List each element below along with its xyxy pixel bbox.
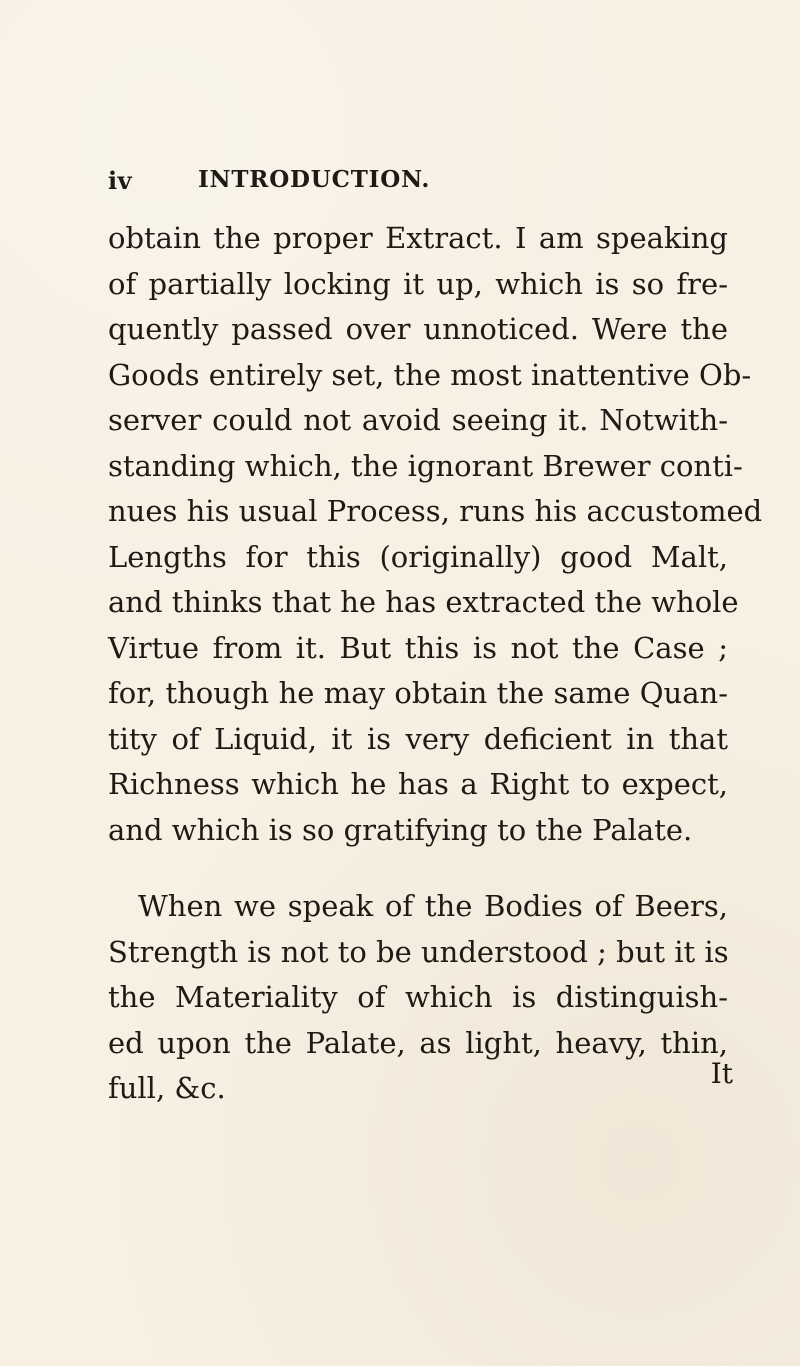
text-line: quently passed over unnoticed. Were the <box>108 312 728 346</box>
paragraph-spacing <box>108 853 728 884</box>
text-line: ed upon the Palate, as light, heavy, thin, <box>108 1025 728 1060</box>
paragraph-1 <box>108 216 763 853</box>
page-header <box>108 166 728 202</box>
text-line: nues his usual Process, runs his accustomed <box>108 494 763 528</box>
body-text <box>108 216 763 1112</box>
running-head: INTRODUCTION. <box>198 166 431 193</box>
text-line: and thinks that he has extracted the whole <box>108 585 739 619</box>
text-line: When we speak of the Bodies of Beers, <box>138 889 728 923</box>
text-line: tity of Liquid, it is very deficient in that <box>108 721 728 756</box>
text-line: Virtue from it. But this is not the Case ; <box>108 630 728 665</box>
text-line: Goods entirely set, the most inattentive Ob- <box>108 357 752 392</box>
text-line: server could not avoid seeing it. Notwith- <box>108 403 728 437</box>
text-line: standing which, the ignorant Brewer conti- <box>108 448 743 483</box>
text-line: of partially locking it up, which is so fre- <box>108 266 728 301</box>
page-number: iv <box>108 166 133 195</box>
text-line: Lengths for this (originally) good Malt, <box>108 539 728 574</box>
text-line: full, &c. <box>108 1071 226 1105</box>
text-line: obtain the proper Extract. I am speaking <box>108 221 728 255</box>
text-line: the Materiality of which is distinguish- <box>108 980 728 1014</box>
paragraph-2 <box>108 884 728 1112</box>
text-line: for, though he may obtain the same Quan- <box>108 676 728 710</box>
text-line: Strength is not to be understood ; but it is <box>108 934 729 969</box>
text-line: and which is so gratifying to the Palate. <box>108 812 693 847</box>
text-line: Richness which he has a Right to expect, <box>108 767 728 801</box>
catchword: It <box>710 1057 733 1090</box>
